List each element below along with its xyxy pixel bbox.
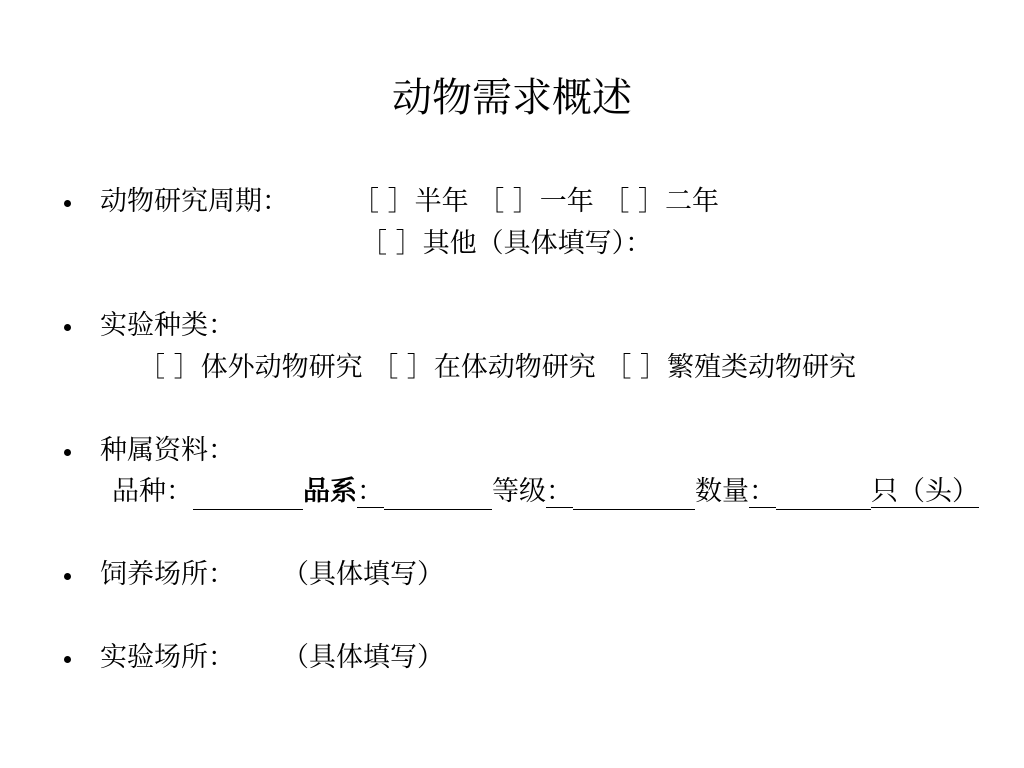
period-label: 动物研究周期： <box>100 186 289 217</box>
lab-hint[interactable]: （具体填写） <box>282 642 444 673</box>
quantity-unit: 只（头） <box>871 476 979 507</box>
breed-field[interactable] <box>193 479 303 510</box>
quantity-colon: ： <box>749 476 776 507</box>
experiment-type-label: 实验种类： <box>100 310 235 341</box>
bullet-housing <box>62 570 76 584</box>
breed-label: 品种： <box>112 476 193 507</box>
experiment-type-options <box>138 350 856 386</box>
lab-label: 实验场所： <box>100 642 235 673</box>
housing-hint[interactable]: （具体填写） <box>282 559 444 590</box>
lab-row <box>100 640 235 676</box>
housing-row <box>100 557 235 593</box>
housing-label: 饲养场所： <box>100 559 235 590</box>
grade-field[interactable] <box>573 479 695 510</box>
bullet-lab <box>62 653 76 667</box>
period-option-two-year[interactable]: ［ ］二年 <box>602 186 719 217</box>
period-option-other[interactable]: ［ ］其他（具体填写）： <box>360 228 653 259</box>
bullet-period <box>62 197 76 211</box>
grade-colon: ： <box>546 476 573 507</box>
period-option-half-year[interactable]: ［ ］半年 <box>352 186 469 217</box>
strain-field[interactable] <box>384 479 492 510</box>
period-option-one-year[interactable]: ［ ］一年 <box>477 186 594 217</box>
bullet-species <box>62 446 76 460</box>
experiment-option-breeding[interactable]: ［ ］繁殖类动物研究 <box>604 352 856 383</box>
page-title: 动物需求概述 <box>392 75 632 121</box>
bullet-experiment-type <box>62 321 76 335</box>
grade-label: 等级 <box>492 476 546 507</box>
experiment-option-in-vivo[interactable]: ［ ］在体动物研究 <box>371 352 596 383</box>
quantity-field[interactable] <box>776 479 871 510</box>
strain-label: 品系 <box>303 476 357 507</box>
quantity-label: 数量 <box>695 476 749 507</box>
strain-colon: ： <box>357 476 384 507</box>
experiment-option-in-vitro[interactable]: ［ ］体外动物研究 <box>138 352 363 383</box>
period-row <box>100 184 289 220</box>
period-options <box>352 184 719 220</box>
species-fields <box>112 474 979 510</box>
species-label: 种属资料： <box>100 435 235 466</box>
